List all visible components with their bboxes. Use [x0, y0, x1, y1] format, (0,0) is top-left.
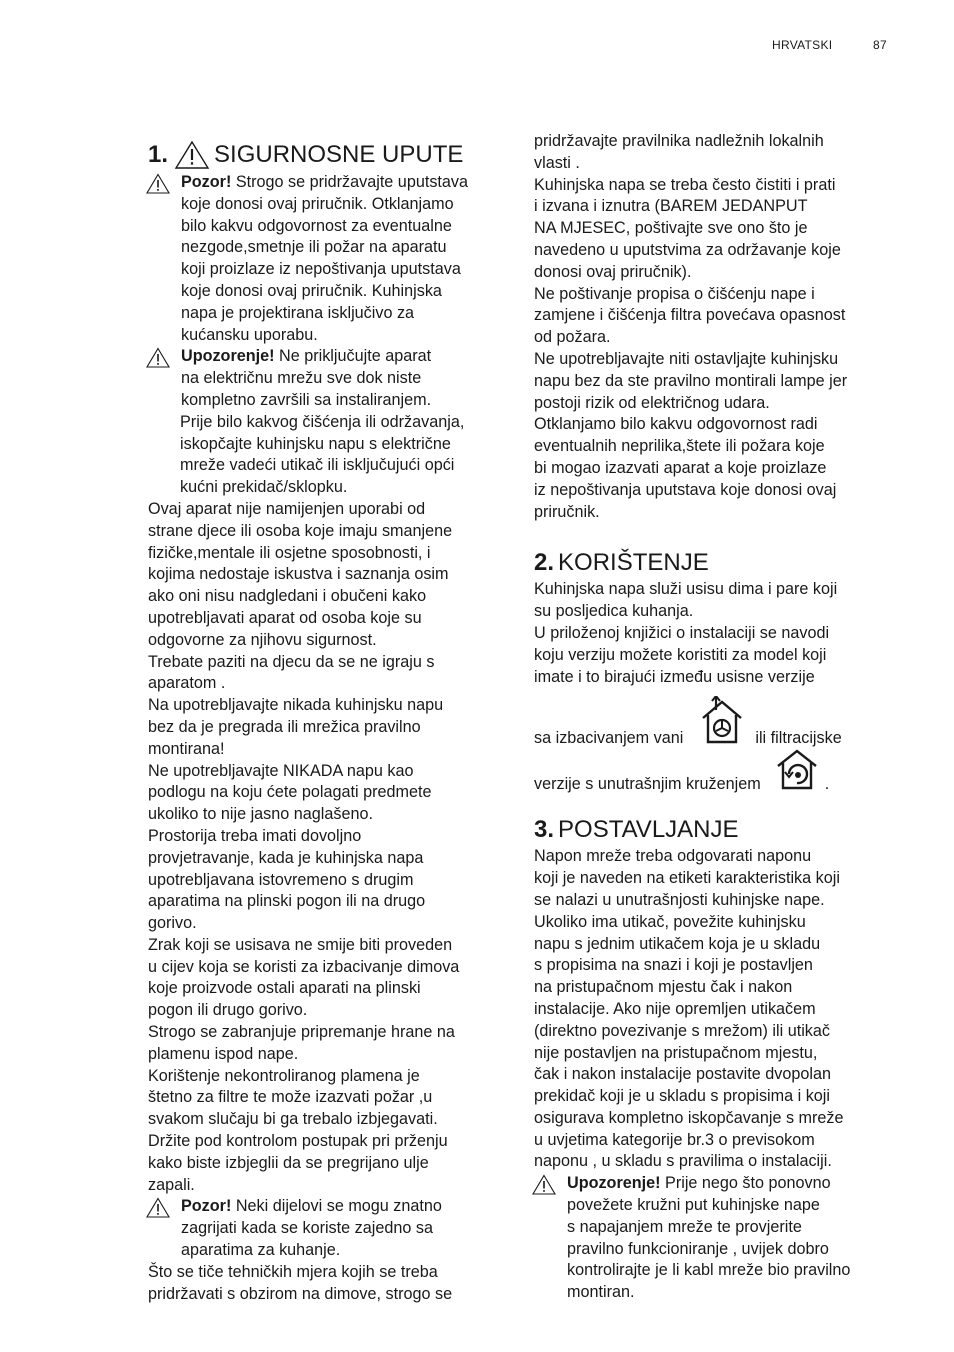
warning-triangle-icon	[174, 140, 210, 170]
warning-note	[148, 172, 512, 346]
warning-note	[534, 1173, 900, 1304]
section2-heading	[534, 549, 900, 577]
warning-label: Pozor!	[181, 173, 232, 191]
recirculation-text: verzije s unutrašnjim kruženjem	[534, 774, 761, 793]
section1-heading	[148, 140, 512, 170]
section3-title: POSTAVLJANJE	[558, 816, 739, 844]
recirculation-line	[534, 748, 900, 792]
right-column	[534, 131, 900, 1304]
warning-note	[148, 346, 512, 411]
exhaust-text: sa izbacivanjem vani	[534, 728, 684, 747]
recirculation-text-after: .	[824, 774, 830, 793]
warning-triangle-icon	[146, 173, 170, 194]
warning-triangle-icon	[146, 1197, 170, 1218]
warning-triangle-icon	[532, 1174, 556, 1195]
section1-tail: Što se tiče tehničkih mjera kojih se treba pridržavati s obzirom na dimove, strogo se	[148, 1262, 453, 1303]
exhaust-line	[534, 696, 900, 746]
warning-text: Strogo se pridržavajte uputstava koje donosi ovaj priručnik. Otklanjamo bilo kakvu odgovornost za eventualne nezgode,smetnje ili požar na aparatu koji proizlaze iz nepoštivanja uputstava koje donosi ovaj priručnik. Kuhinjska napa je projektirana isključivo za kućansku uporabu.	[181, 173, 469, 344]
warning-text: Prije nego što ponovno povežete kružni put kuhinjske nape s napajanjem mreže te provjerite pravilno funkcioniranje , uvijek dobro kontrolirajte je li kabl mreže bio pravilno montiran.	[567, 1174, 851, 1302]
section3-number: 3.	[534, 816, 555, 844]
left-column	[148, 130, 512, 1305]
section1-title: SIGURNOSNE UPUTE	[214, 141, 464, 168]
section1-body: Ovaj aparat nije namijenjen uporabi od strane djece ili osoba koje imaju smanjene fizičke,mentale ili osjetne sposobnosti, i kojima nedostaje iskustva i saznanja osim ako oni nisu nadgledani i obučeni kako upotrebljavati aparat od osoba koje su odgovorne za njihovu sigurnost. Trebate paziti na djecu da se ne igraju s aparatom . Na upotrebljavajte nikada kuhinjsku napu bez da je pregrada ili mrežica pravilno montirana! Ne upotrebljavajte NIKADA napu kao podlogu na koju ćete polagati predmete ukoliko to nije jasno naglašeno. Prostorija treba imati dovoljno provjetravanje, kada je kuhinjska napa upotrebljavana istovremeno s drugim aparatima na plinski pogon ili na drugo gorivo. Zrak koji se usisava ne smije biti proveden u cijev koja se koristi za izbacivanje dimova koje proizvode ostali aparati na plinski pogon ili drugo gorivo. Strogo se zabranjuje pripremanje hrane na plamenu ispod nape. Korištenje nekontroliranog plamena je štetno za filtre te može izazvati požar ,u svakom slučaju bi ga trebalo izbjegavati. Držite pod kontrolom postupak pri prženju kako biste izbjeglii da se pregrijano ulje zapali.	[148, 499, 460, 1194]
exhaust-text-after: ili filtracijske	[755, 728, 842, 747]
section1-continued: pridržavajte pravilnika nadležnih lokalnih vlasti . Kuhinjska napa se treba često čistiti i prati i izvana i iznutra (BAREM JEDANPUT NA MJESEC, poštivajte sve ono što je navedeno u uputstvima za održavanje koje donosi ovaj priručnik). Ne poštivanje propisa o čišćenju nape i zamjene i čišćenja filtra povećava opasnost od požara. Ne upotrebljavajte niti ostavljajte kuhinjsku napu bez da ste pravilno montirali lampe jer postoji rizik od električnog udara. Otklanjamo bilo kakvu odgovornost radi eventualnih neprilika,štete ili požara koje bi mogao izazvati aparat a koje proizlaze iz nepoštivanja uputstava koje donosi ovaj priručnik.	[534, 132, 848, 521]
warning-text: Ne priključujte aparat na električnu mrežu sve dok niste kompletno završili sa instaliranjem.	[181, 347, 432, 409]
warning-note	[148, 1196, 512, 1261]
section2-number: 2.	[534, 549, 555, 577]
page-number: 87	[873, 38, 887, 52]
section2-body: Kuhinjska napa služi usisu dima i pare koji su posljedica kuhanja. U priloženoj knjižici o instalaciji se navodi koju verziju možete koristiti za model koji imate i to birajući između usisne verzije	[534, 580, 838, 686]
section1-number: 1.	[148, 141, 169, 168]
section3-body: Napon mreže treba odgovarati naponu koji je naveden na etiketi karakteristika koji se nalazi u unutrašnjosti kuhinjske nape. Ukoliko ima utikač, povežite kuhinjsku napu s jednim utikačem koja je u skladu s propisima na snazi i koji je postavljen na pristupačnom mjestu čak i nakon instalacije. Ako nije opremljen utikačem (direktno povezivanje s mrežom) ili utikač nije postavljen na pristupačnom mjestu, čak i nakon instalacije postavite dvopolan prekidač koji je u skladu s propisima i koji osigurava kompletno iskopčavanje s mreže u uvjetima kategorije br.3 o previsokom naponu , u skladu s pravilima o instalaciji.	[534, 847, 844, 1171]
hood-recirculation-icon	[775, 748, 819, 792]
warning-text: Neki dijelovi se mogu znatno zagrijati kada se koriste zajedno sa aparatima za kuhanje.	[181, 1197, 442, 1260]
section3-heading	[534, 816, 900, 844]
warning-label: Pozor!	[181, 1197, 232, 1216]
hood-exhaust-icon	[699, 696, 745, 746]
warning-label: Upozorenje!	[567, 1174, 661, 1193]
cleaning-note: Prije bilo kakvog čišćenja ili održavanja, iskopčajte kuhinjsku napu s električne mreže vadeći utikač ili isključujući opći kućni prekidač/sklopku.	[180, 412, 465, 497]
section2-title: KORIŠTENJE	[558, 549, 709, 577]
header-language: HRVATSKI	[772, 38, 833, 52]
warning-triangle-icon	[146, 347, 170, 368]
warning-label: Upozorenje!	[181, 347, 275, 366]
